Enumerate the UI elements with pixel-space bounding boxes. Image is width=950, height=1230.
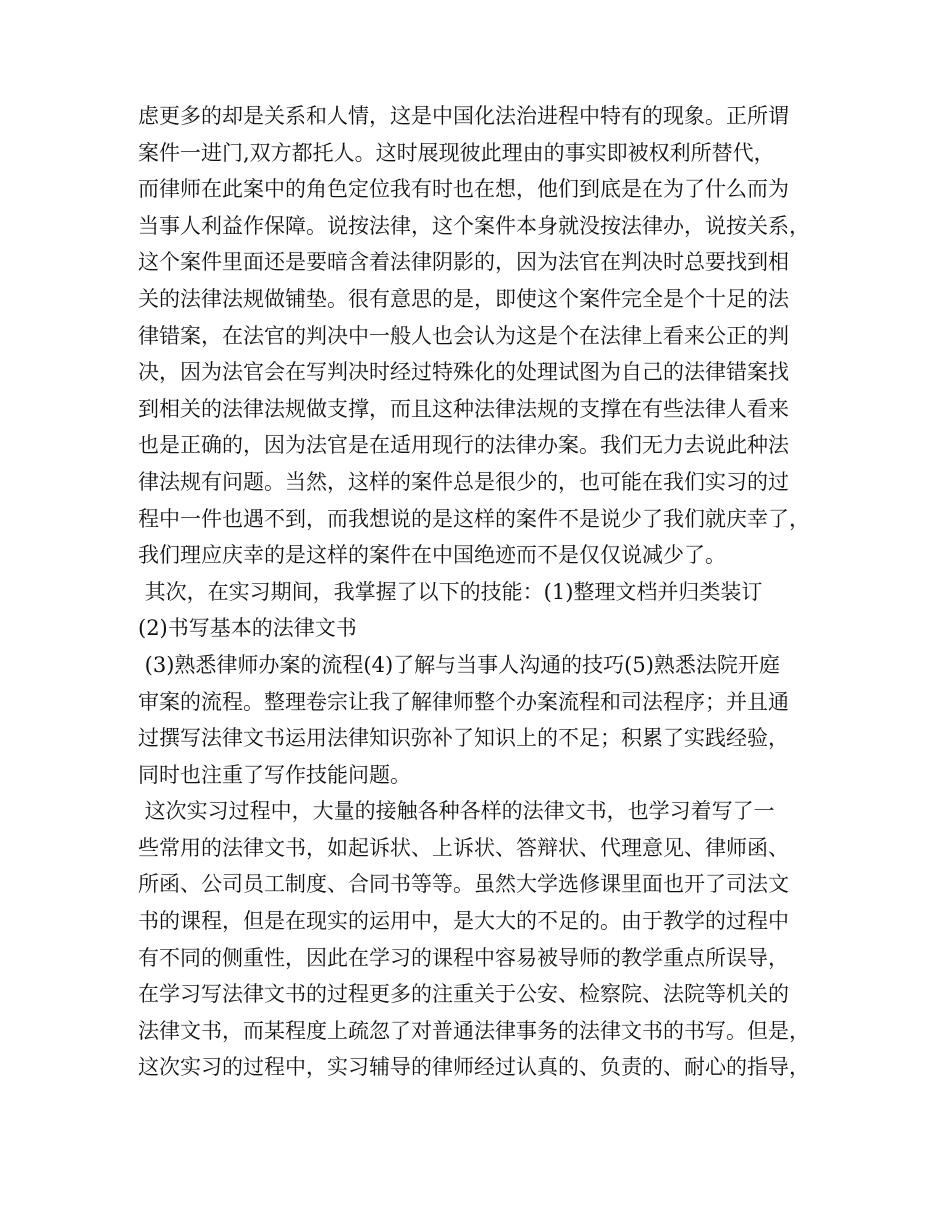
text-line: (3)熟悉律师办案的流程(4)了解与当事人沟通的技巧(5)熟悉法院开庭 xyxy=(138,652,780,677)
text-line: 其次，在实习期间，我掌握了以下的技能：(1)整理文档并归类装订 xyxy=(138,579,763,604)
text-line: 这个案件里面还是要暗含着法律阴影的，因为法官在判决时总要找到相 xyxy=(138,250,789,275)
text-line: 这次实习过程中，大量的接触各种各样的法律文书，也学习着写了一 xyxy=(138,799,775,824)
text-line: 在学习写法律文书的过程更多的注重关于公安、检察院、法院等机关的 xyxy=(138,982,789,1007)
text-line: 而律师在此案中的角色定位我有时也在想，他们到底是在为了什么而为 xyxy=(138,177,789,202)
text-line: 也是正确的，因为法官是在适用现行的法律办案。我们无力去说此种法 xyxy=(138,433,789,458)
text-line: 程中一件也遇不到，而我想说的是这样的案件不是说少了我们就庆幸了， xyxy=(138,506,810,531)
text-line: 到相关的法律法规做支撑，而且这种法律法规的支撑在有些法律人看来 xyxy=(138,396,789,421)
text-line: 审案的流程。整理卷宗让我了解律师整个办案流程和司法程序；并且通 xyxy=(138,689,789,714)
text-line: 有不同的侧重性，因此在学习的课程中容易被导师的教学重点所误导， xyxy=(138,945,789,970)
text-line: 过撰写法律文书运用法律知识弥补了知识上的不足；积累了实践经验， xyxy=(138,726,789,751)
text-line: 虑更多的却是关系和人情，这是中国化法治进程中特有的现象。正所谓 xyxy=(138,104,789,128)
text-line: (2)书写基本的法律文书 xyxy=(138,616,357,641)
text-line: 案件一进门,双方都托人。这时展现彼此理由的事实即被权利所替代， xyxy=(138,140,775,165)
text-line: 律错案，在法官的判决中一般人也会认为这是个在法律上看来公正的判 xyxy=(138,323,789,348)
text-line: 当事人利益作保障。说按法律，这个案件本身就没按法律办，说按关系， xyxy=(138,213,810,238)
text-line: 律法规有问题。当然，这样的案件总是很少的，也可能在我们实习的过 xyxy=(138,469,789,494)
text-line: 这次实习的过程中，实习辅导的律师经过认真的、负责的、耐心的指导， xyxy=(138,1055,810,1080)
text-line: 决，因为法官会在写判决时经过特殊化的处理试图为自己的法律错案找 xyxy=(138,360,789,385)
text-line: 法律文书，而某程度上疏忽了对普通法律事务的法律文书的书写。但是， xyxy=(138,1018,810,1043)
text-line: 关的法律法规做铺垫。很有意思的是，即使这个案件完全是个十足的法 xyxy=(138,286,789,311)
text-line: 我们理应庆幸的是这样的案件在中国绝迹而不是仅仅说减少了。 xyxy=(138,543,726,568)
text-line: 书的课程，但是在现实的运用中，是大大的不足的。由于教学的过程中 xyxy=(138,909,789,934)
document-body xyxy=(138,98,838,1086)
text-line: 同时也注重了写作技能问题。 xyxy=(138,762,411,787)
text-line: 些常用的法律文书，如起诉状、上诉状、答辩状、代理意见、律师函、 xyxy=(138,835,789,860)
text-line: 所函、公司员工制度、合同书等等。虽然大学选修课里面也开了司法文 xyxy=(138,872,789,897)
